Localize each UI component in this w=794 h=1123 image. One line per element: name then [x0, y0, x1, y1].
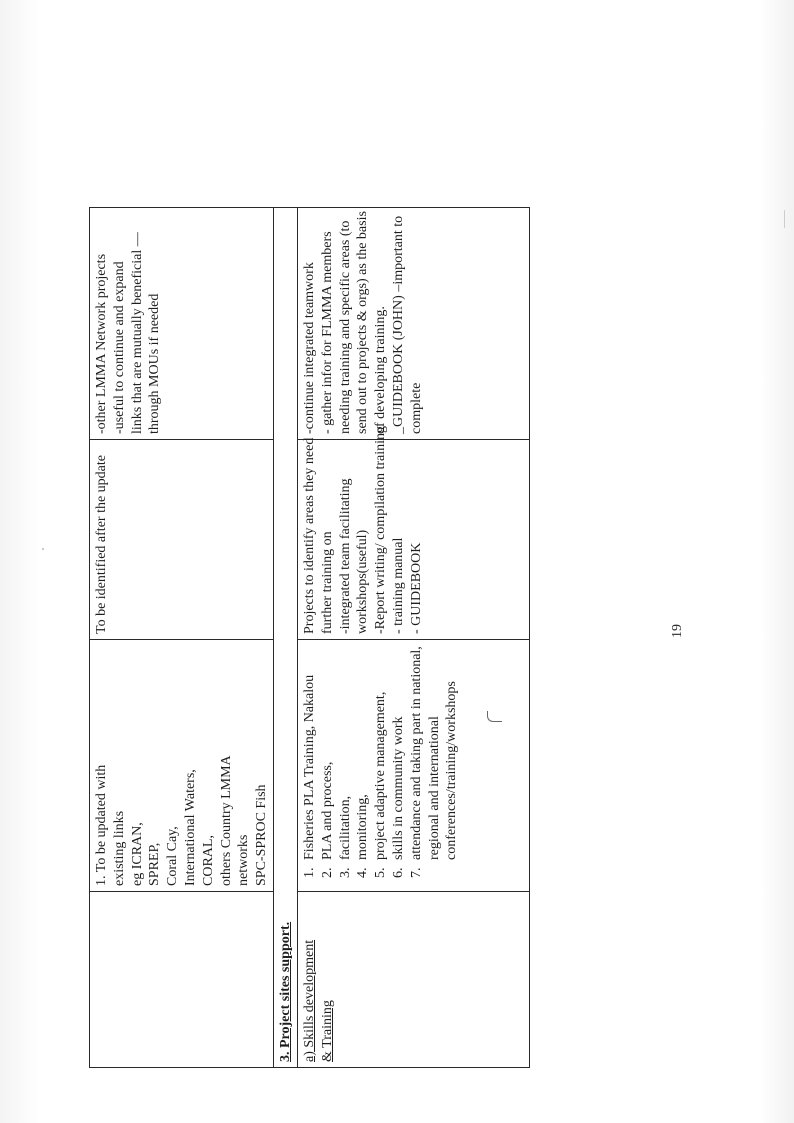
text-line: International Waters, — [182, 769, 198, 886]
text-line: others Country LMMA — [218, 755, 234, 886]
cell-activity — [90, 892, 274, 1068]
cell-needs — [297, 425, 529, 640]
workplan-table — [89, 207, 530, 1068]
text-line: SPC-SPROC Fish — [254, 784, 270, 886]
list-item: 2. PLA and process, — [319, 644, 337, 864]
list-item: 4. monitoring, — [354, 644, 372, 864]
section-heading-text: 3. Project sites support. — [277, 921, 293, 1062]
rotated-document-sheet — [89, 211, 512, 1068]
cell-comments — [297, 208, 529, 440]
text-line: & Training — [319, 1000, 335, 1062]
cell-links-list — [90, 640, 274, 892]
text-line: a) Skills development — [301, 939, 317, 1062]
list-item: 5. project adaptive management, — [372, 644, 390, 864]
section-heading — [273, 208, 297, 1068]
list-item: 3. facilitation, — [337, 644, 355, 864]
scan-mark — [487, 711, 502, 722]
text-line: links that are mutually beneficial — — [129, 232, 145, 434]
table-row — [297, 208, 529, 1068]
text-line: send out to projects & orgs) as the basis — [355, 211, 371, 434]
text-line: needing training and specific areas (to — [337, 220, 353, 434]
text-line: -other LMMA Network projects — [94, 253, 109, 434]
text-line: - training manual — [390, 537, 406, 634]
list-item: 6. skills in community work — [390, 644, 408, 864]
text-line: Projects to identify areas they need — [301, 437, 317, 634]
text-line: CORAL, — [200, 835, 216, 886]
section-heading-row — [273, 208, 297, 1068]
text-line: eg ICRAN, — [129, 822, 145, 886]
cell-activity — [297, 892, 529, 1068]
text-line: _GUIDEBOOK (JOHN) –important to — [390, 215, 406, 434]
text-line: of developing training. — [373, 306, 389, 434]
cell-comments — [90, 208, 274, 440]
table-row — [90, 208, 274, 1068]
text-line: through MOUs if needed — [147, 293, 163, 434]
text-line: -continue integrated teamwork — [301, 262, 317, 434]
numbered-list — [301, 644, 461, 886]
cell-identified: To be identified after the update — [90, 440, 274, 640]
text-line: -Report writing/ compilation training — [373, 425, 389, 634]
list-item: 7. attendance and taking part in national, regional and international conferences/training/workshops — [408, 644, 461, 864]
scan-speck — [42, 548, 44, 550]
text-line: -integrated team facilitating — [337, 478, 353, 634]
page-number: 19 — [670, 624, 685, 638]
text-line: networks — [236, 834, 252, 886]
cell-training-list — [297, 640, 529, 892]
text-line: further training on — [319, 531, 335, 634]
text-line: 1. To be updated with — [94, 764, 109, 886]
text-line: complete — [408, 382, 424, 434]
list-item: 1. Fisheries PLA Training, Nakalou — [301, 644, 319, 864]
text-line: -useful to continue and expand — [111, 261, 127, 434]
text-line: - GUIDEBOOK — [408, 542, 424, 634]
text-line: existing links — [111, 810, 127, 886]
scan-edge-mark — [784, 210, 785, 228]
text-line: Coral Cay, — [165, 826, 181, 886]
text-line: workshops(useful) — [355, 529, 371, 634]
text-line: SPREP, — [147, 842, 163, 886]
text-line: - gather infor for FLMMA members — [319, 231, 335, 434]
